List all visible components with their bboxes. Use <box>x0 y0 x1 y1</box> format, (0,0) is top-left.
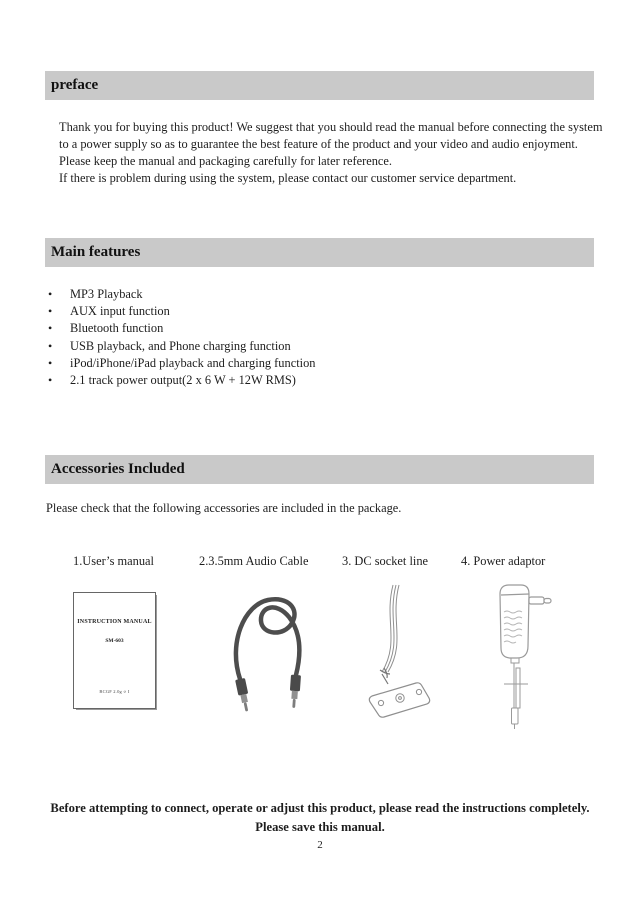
notice-line-1: Before attempting to connect, operate or adjust this product, please read the instructions completely. <box>50 801 590 815</box>
feature-item <box>48 286 588 303</box>
accessories-intro: Please check that the following accessories are included in the package. <box>46 501 402 515</box>
feature-item <box>48 320 588 337</box>
bullet-icon <box>48 338 70 355</box>
dc-socket-line-illustration <box>348 582 453 727</box>
accessory-label-power-adaptor: 4. Power adaptor <box>461 554 546 568</box>
preface-paragraph <box>59 119 603 187</box>
bullet-icon <box>48 320 70 337</box>
preface-line: Thank you for buying this product! We suggest that you should read the manual before connecting the system <box>59 120 603 134</box>
feature-item-label: 2.1 track power output(2 x 6 W + 12W RMS) <box>70 373 296 388</box>
preface-line: to a power supply so as to guarantee the best feature of the product and your video and audio enjoyment. <box>59 137 578 151</box>
feature-item-label: AUX input function <box>70 304 170 319</box>
feature-item <box>48 372 588 389</box>
section-header-main-features: Main features <box>45 238 594 267</box>
preface-line: If there is problem during using the system, please contact our customer service department. <box>59 171 517 185</box>
manual-cover-title: INSTRUCTION MANUAL <box>77 619 152 625</box>
feature-item-label: Bluetooth function <box>70 321 164 336</box>
feature-item <box>48 338 588 355</box>
manual-cover-footnote: BCGF 2.0g ∝ I <box>99 689 130 694</box>
bullet-icon <box>48 303 70 320</box>
page-number: 2 <box>317 839 323 851</box>
section-header-preface: preface <box>45 71 594 100</box>
feature-item-label: MP3 Playback <box>70 287 143 301</box>
feature-item <box>48 303 588 320</box>
feature-item-label: iPod/iPhone/iPad playback and charging function <box>70 355 316 370</box>
accessory-label-dc-socket-line: 3. DC socket line <box>342 554 429 568</box>
accessory-label-users-manual: 1.User’s manual <box>73 554 154 568</box>
features-list <box>48 286 588 389</box>
users-manual-illustration <box>73 592 156 709</box>
feature-item <box>48 355 588 372</box>
bullet-icon <box>48 286 70 303</box>
preface-line: Please keep the manual and packaging carefully for later reference. <box>59 154 392 168</box>
accessory-label-audio-cable: 2.3.5mm Audio Cable <box>199 554 309 568</box>
power-adaptor-illustration <box>473 580 563 730</box>
feature-item-label: USB playback, and Phone charging function <box>70 338 291 353</box>
manual-cover-model: SM-603 <box>105 638 124 644</box>
notice-line-2: Please save this manual. <box>255 820 385 834</box>
audio-cable-illustration <box>210 583 330 725</box>
bullet-icon <box>48 355 70 372</box>
section-header-accessories: Accessories Included <box>45 455 594 484</box>
bullet-icon <box>48 372 70 389</box>
